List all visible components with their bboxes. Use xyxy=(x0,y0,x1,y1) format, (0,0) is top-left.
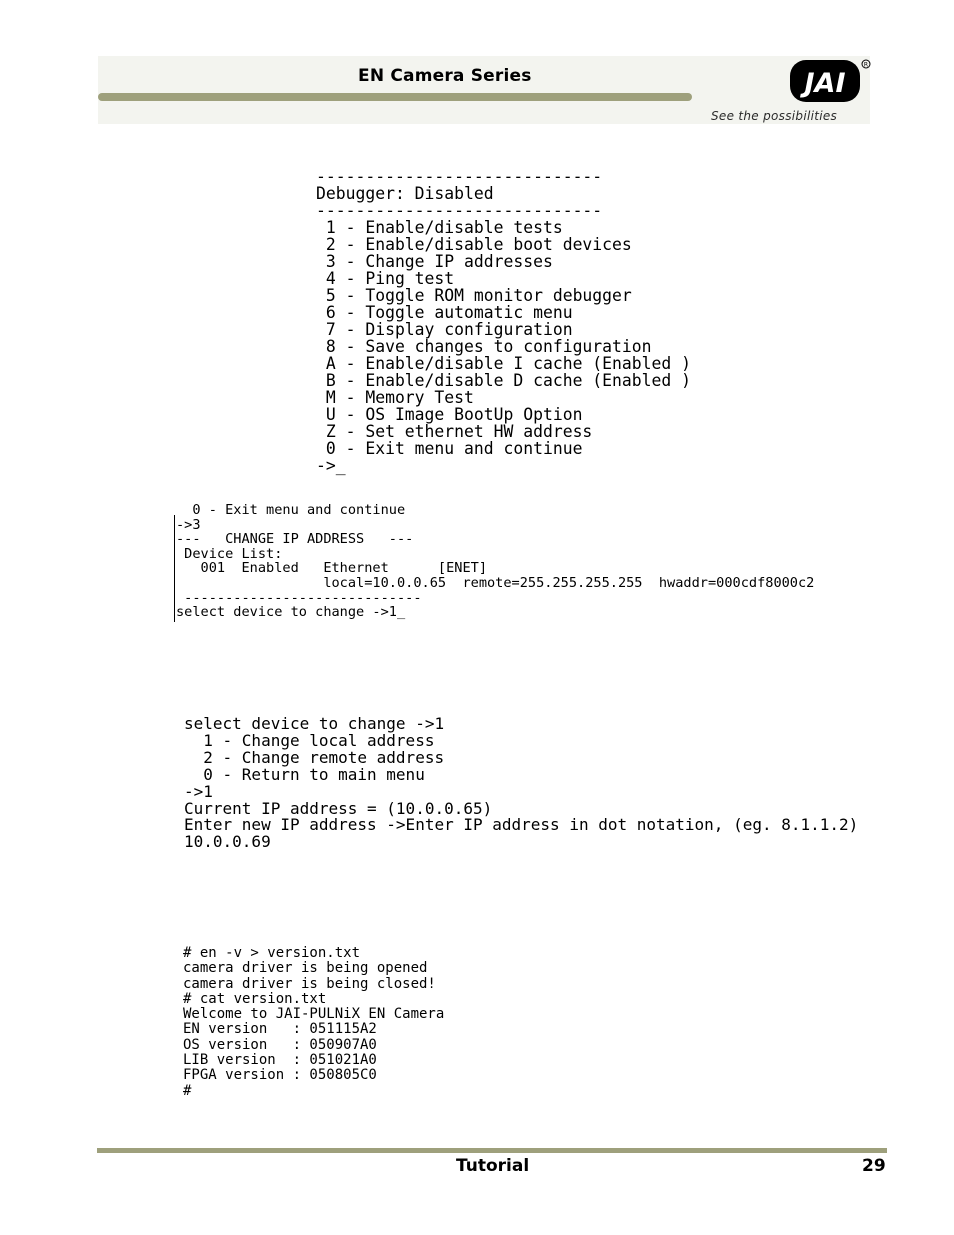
terminal-line: 001 Enabled Ethernet [ENET] xyxy=(176,560,487,577)
terminal-line: ----------------------------- xyxy=(316,167,603,186)
terminal-line: Z - Set ethernet HW address xyxy=(316,422,593,441)
terminal-line: 6 - Toggle automatic menu xyxy=(316,303,573,322)
terminal-line: B - Enable/disable D cache (Enabled ) xyxy=(316,371,691,390)
terminal-line: 5 - Toggle ROM monitor debugger xyxy=(316,286,632,305)
svg-text:R: R xyxy=(863,61,869,69)
terminal-line: 2 - Change remote address xyxy=(184,747,445,767)
terminal-line: 10.0.0.69 xyxy=(184,832,271,852)
terminal-line: local=10.0.0.65 remote=255.255.255.255 hwaddr=000cdf8000c2 xyxy=(176,574,815,591)
terminal-line: Debugger: Disabled xyxy=(316,184,494,203)
terminal-line: select device to change ->1 xyxy=(184,714,445,733)
footer-rule xyxy=(97,1148,887,1153)
terminal-line: M - Memory Test xyxy=(316,388,474,407)
terminal-line: 1 - Enable/disable tests xyxy=(316,218,563,237)
logo-tagline: See the possibilities xyxy=(711,109,838,123)
terminal-line: FPGA version : 050805C0 xyxy=(183,1067,377,1084)
terminal-line: 7 - Display configuration xyxy=(316,320,573,339)
terminal-line: 2 - Enable/disable boot devices xyxy=(316,235,632,254)
terminal-line: select device to change ->1_ xyxy=(176,604,406,621)
debugger-menu-terminal xyxy=(316,168,691,474)
terminal-line: # cat version.txt xyxy=(183,990,327,1007)
terminal-line: camera driver is being opened xyxy=(183,960,428,977)
terminal-border xyxy=(174,515,175,622)
terminal-line: OS version : 050907A0 xyxy=(183,1036,377,1053)
terminal-line: camera driver is being closed! xyxy=(183,975,436,992)
header-rule xyxy=(98,93,692,101)
terminal-line: ->3 xyxy=(176,516,201,533)
terminal-line: Current IP address = (10.0.0.65) xyxy=(184,798,493,818)
version-terminal xyxy=(183,946,444,1099)
terminal-line: 4 - Ping test xyxy=(316,269,455,288)
terminal-line: A - Enable/disable I cache (Enabled ) xyxy=(316,354,691,373)
document-title: EN Camera Series xyxy=(358,66,532,86)
terminal-line: 0 - Exit menu and continue xyxy=(176,502,406,518)
terminal-line: U - OS Image BootUp Option xyxy=(316,405,583,424)
jai-logo xyxy=(788,56,872,108)
terminal-line: ->1 xyxy=(184,781,213,801)
terminal-line: 8 - Save changes to configuration xyxy=(316,337,652,356)
terminal-line: EN version : 051115A2 xyxy=(183,1021,377,1038)
terminal-line: # xyxy=(183,1082,192,1099)
logo-text: JAI xyxy=(804,68,846,99)
terminal-line: 1 - Change local address xyxy=(184,730,435,750)
terminal-line: ----------------------------- xyxy=(316,201,603,220)
terminal-line: ----------------------------- xyxy=(176,589,422,606)
footer-section-title: Tutorial xyxy=(456,1156,530,1176)
terminal-line: Enter new IP address ->Enter IP address in dot notation, (eg. 8.1.1.2) xyxy=(184,815,859,835)
terminal-line: 0 - Return to main menu xyxy=(184,764,425,784)
terminal-line: 0 - Exit menu and continue xyxy=(316,439,583,458)
terminal-line: # en -v > version.txt xyxy=(183,945,361,961)
terminal-line: ->_ xyxy=(316,456,346,475)
change-ip-terminal xyxy=(176,503,814,620)
terminal-line: LIB version : 051021A0 xyxy=(183,1052,377,1069)
page-number: 29 xyxy=(862,1156,886,1176)
terminal-line: --- CHANGE IP ADDRESS --- xyxy=(176,531,414,548)
terminal-line: 3 - Change IP addresses xyxy=(316,252,553,271)
terminal-line: Welcome to JAI-PULNiX EN Camera xyxy=(183,1006,445,1023)
terminal-line: Device List: xyxy=(176,545,283,562)
select-device-terminal xyxy=(184,716,858,851)
